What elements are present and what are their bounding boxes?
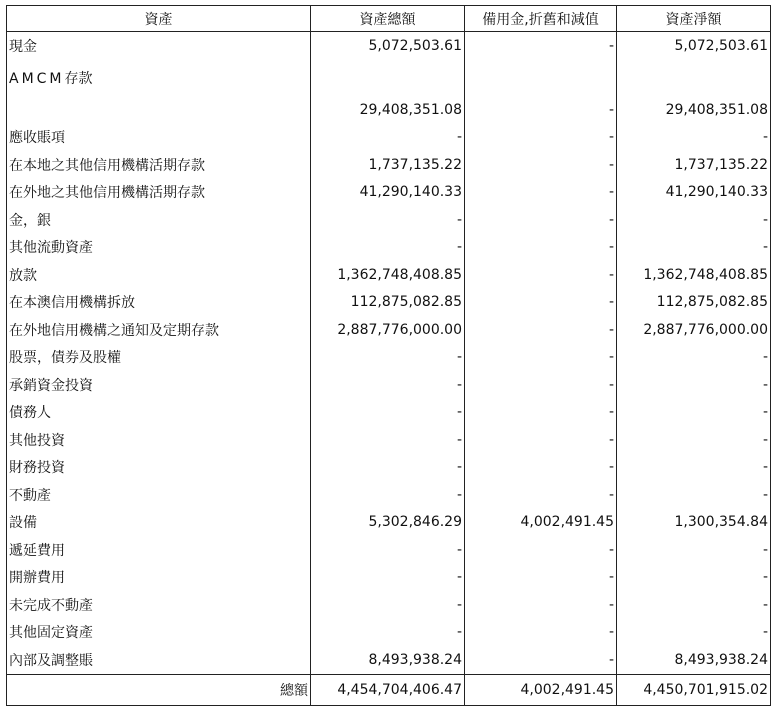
gross-value: - [311,344,465,372]
table-row [7,371,771,399]
table-row [7,481,771,509]
net-value: 1,300,354.84 [617,509,771,537]
gross-value: - [311,481,465,509]
net-value: 1,362,748,408.85 [617,261,771,289]
table-row [7,426,771,454]
total-gross: 4,454,704,406.47 [311,674,465,705]
net-value: 112,875,082.85 [617,289,771,317]
row-label: 內部及調整賬 [7,646,311,674]
net-value: 29,408,351.08 [617,60,771,124]
table-row [7,151,771,179]
row-label: 股票，債券及股權 [7,344,311,372]
reserve-value: - [465,261,617,289]
net-value: 8,493,938.24 [617,646,771,674]
net-value: - [617,619,771,647]
row-label [7,60,311,124]
gross-value: 1,737,135.22 [311,151,465,179]
gross-value: - [311,536,465,564]
total-reserve: 4,002,491.45 [465,674,617,705]
row-label: 不動產 [7,481,311,509]
net-value: - [617,564,771,592]
table-row [7,344,771,372]
table-row [7,289,771,317]
gross-value: - [311,591,465,619]
table-row [7,316,771,344]
header-row [7,6,771,32]
gross-value: 29,408,351.08 [311,60,465,124]
reserve-value: - [465,646,617,674]
reserve-value: - [465,619,617,647]
assets-table [6,5,771,706]
row-label: 放款 [7,261,311,289]
row-label: 遞延費用 [7,536,311,564]
header-gross-total: 資產總額 [311,6,465,32]
reserve-value: - [465,289,617,317]
reserve-value: 4,002,491.45 [465,509,617,537]
gross-value: 5,072,503.61 [311,32,465,60]
gross-value: 2,887,776,000.00 [311,316,465,344]
gross-value: - [311,399,465,427]
table-row [7,619,771,647]
row-label: 現金 [7,32,311,60]
reserve-value: - [465,60,617,124]
net-value: - [617,536,771,564]
table-row [7,261,771,289]
reserve-value: - [465,371,617,399]
header-assets: 資產 [7,6,311,32]
row-label: 金，銀 [7,206,311,234]
reserve-value: - [465,344,617,372]
total-net: 4,450,701,915.02 [617,674,771,705]
row-label: 在外地之其他信用機構活期存款 [7,179,311,207]
row-label: 開辦費用 [7,564,311,592]
gross-value: - [311,234,465,262]
gross-value: 41,290,140.33 [311,179,465,207]
balance-sheet [6,5,770,706]
row-label: 在本地之其他信用機構活期存款 [7,151,311,179]
net-value: 5,072,503.61 [617,32,771,60]
net-value: - [617,124,771,152]
reserve-value: - [465,481,617,509]
reserve-value: - [465,564,617,592]
reserve-value: - [465,454,617,482]
gross-value: 5,302,846.29 [311,509,465,537]
header-reserve-depreciation: 備用金,折舊和減值 [465,6,617,32]
row-label: 設備 [7,509,311,537]
table-row [7,646,771,674]
net-value: - [617,234,771,262]
table-row [7,179,771,207]
gross-value: - [311,371,465,399]
gross-value: - [311,124,465,152]
net-value: - [617,371,771,399]
reserve-value: - [465,591,617,619]
table-row [7,234,771,262]
gross-value: 8,493,938.24 [311,646,465,674]
row-label: 債務人 [7,399,311,427]
net-value: 2,887,776,000.00 [617,316,771,344]
net-value: - [617,591,771,619]
row-label: 其他流動資產 [7,234,311,262]
gross-value: - [311,426,465,454]
table-row [7,536,771,564]
row-label: 財務投資 [7,454,311,482]
header-net-total: 資產淨額 [617,6,771,32]
gross-value: 112,875,082.85 [311,289,465,317]
net-value: 41,290,140.33 [617,179,771,207]
row-label: 在本澳信用機構拆放 [7,289,311,317]
table-row [7,60,771,124]
gross-value: 1,362,748,408.85 [311,261,465,289]
row-label: 其他投資 [7,426,311,454]
net-value: - [617,206,771,234]
net-value: - [617,454,771,482]
table-row [7,509,771,537]
reserve-value: - [465,32,617,60]
row-label: 承銷資金投資 [7,371,311,399]
net-value: - [617,426,771,454]
table-row [7,206,771,234]
gross-value: - [311,454,465,482]
row-label: 在外地信用機構之通知及定期存款 [7,316,311,344]
gross-value: - [311,564,465,592]
table-row [7,454,771,482]
reserve-value: - [465,179,617,207]
reserve-value: - [465,399,617,427]
reserve-value: - [465,316,617,344]
reserve-value: - [465,151,617,179]
row-label: 其他固定資產 [7,619,311,647]
net-value: - [617,344,771,372]
reserve-value: - [465,234,617,262]
reserve-value: - [465,426,617,454]
net-value: - [617,399,771,427]
row-label-suffix: 存款 [64,70,93,87]
table-row [7,564,771,592]
total-row [7,674,771,705]
table-row [7,399,771,427]
reserve-value: - [465,536,617,564]
gross-value: - [311,206,465,234]
net-value: - [617,481,771,509]
row-label-prefix: AMCM [9,70,65,87]
gross-value: - [311,619,465,647]
reserve-value: - [465,206,617,234]
table-row [7,124,771,152]
row-label: 未完成不動產 [7,591,311,619]
total-label: 總額 [7,674,311,705]
net-value: 1,737,135.22 [617,151,771,179]
table-row [7,32,771,60]
row-label: 應收賬項 [7,124,311,152]
reserve-value: - [465,124,617,152]
table-row [7,591,771,619]
